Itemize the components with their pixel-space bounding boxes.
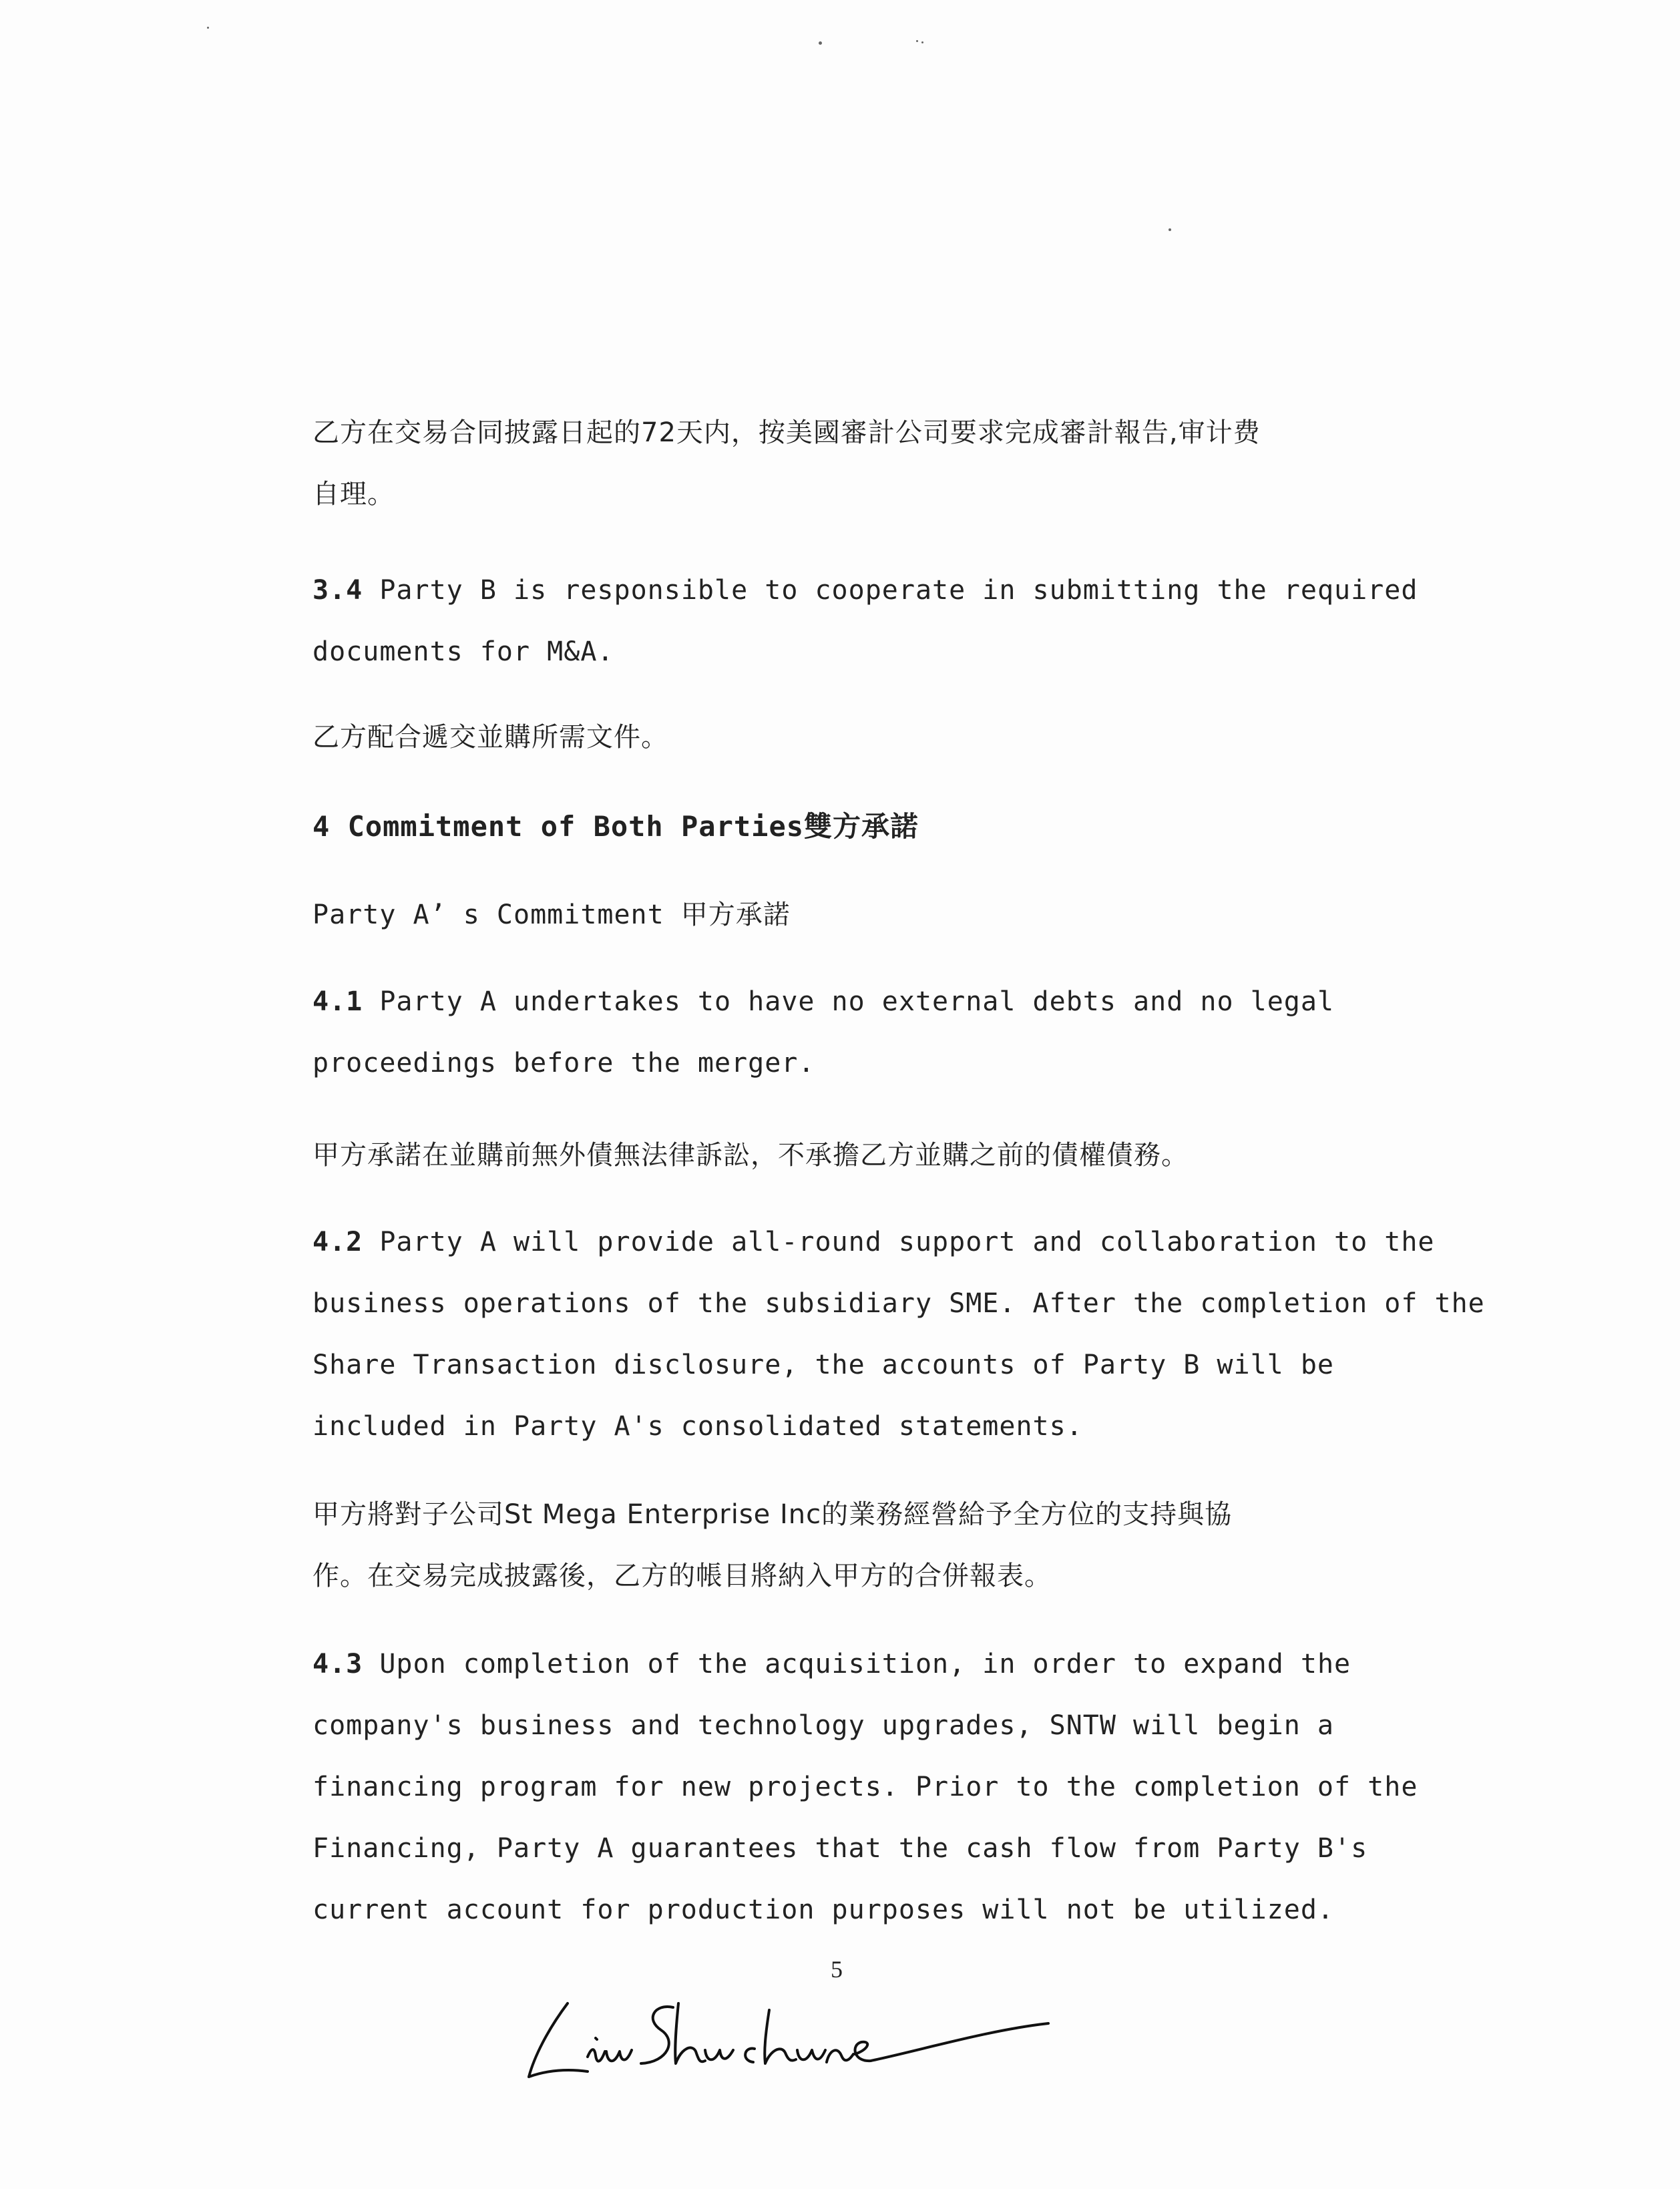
text-line: 甲方將對子公司St Mega Enterprise Inc的業務經營給予全方位的支持與協 <box>312 1499 1233 1530</box>
sub-heading-text: Party A’ s Commitment 甲方承諾 <box>312 900 791 930</box>
text-line: current account for production purposes will not be utilized. <box>312 1895 1335 1925</box>
text-line: Share Transaction disclosure, the accounts of Party B will be <box>312 1350 1335 1380</box>
scan-speck <box>207 27 209 29</box>
clause-number: 4.1 <box>312 986 363 1017</box>
scan-speck <box>921 41 923 43</box>
clause-4-1-chinese <box>312 1125 1381 1186</box>
clause-4-2 <box>312 1211 1485 1457</box>
text-line: 乙方在交易合同披露日起的72天内，按美國審計公司要求完成審計報告,审计费 <box>312 417 1261 448</box>
text-line: company's business and technology upgrades, SNTW will begin a <box>312 1710 1335 1741</box>
clause-4-1 <box>312 971 1381 1094</box>
text-line: Financing, Party A guarantees that the cash flow from Party B's <box>312 1833 1368 1864</box>
scan-speck <box>916 40 918 42</box>
text-line: Upon completion of the acquisition, in order to expand the <box>379 1649 1351 1679</box>
scan-speck <box>1169 228 1171 231</box>
section-heading-text: 4 Commitment of Both Parties雙方承諾 <box>312 810 919 843</box>
text-line: Party A will provide all-round support and collaboration to the <box>379 1227 1435 1257</box>
sub-heading <box>312 884 1381 946</box>
paragraph-audit-report <box>312 402 1381 525</box>
text-line: 甲方承諾在並購前無外債無法律訴訟，不承擔乙方並購之前的債權債務。 <box>312 1140 1189 1171</box>
text-line: documents for M&A. <box>312 636 614 667</box>
clause-number: 3.4 <box>312 575 363 606</box>
text-line: Party B is responsible to cooperate in submitting the required <box>379 575 1418 606</box>
text-line: included in Party A's consolidated statements. <box>312 1411 1083 1442</box>
handwritten-signature <box>521 1977 1068 2090</box>
text-line: proceedings before the merger. <box>312 1048 815 1078</box>
text-line: 自理。 <box>312 479 395 510</box>
clause-4-2-chinese <box>312 1484 1381 1607</box>
scan-speck <box>819 41 822 45</box>
text-line: financing program for new projects. Prior to the completion of the <box>312 1772 1418 1802</box>
text-line: 作。在交易完成披露後，乙方的帳目將納入甲方的合併報表。 <box>312 1561 1052 1591</box>
page-number: 5 <box>831 1956 843 1983</box>
clause-number: 4.3 <box>312 1649 363 1679</box>
paragraph-submit-documents <box>312 707 1381 768</box>
clause-4-3 <box>312 1633 1418 1941</box>
text-line: 乙方配合遞交並購所需文件。 <box>312 722 668 753</box>
text-line: business operations of the subsidiary SME. After the completion of the <box>312 1288 1485 1319</box>
section-heading <box>312 796 1381 857</box>
clause-number: 4.2 <box>312 1227 363 1257</box>
text-line: Party A undertakes to have no external debts and no legal <box>379 986 1335 1017</box>
clause-3-4 <box>312 560 1418 682</box>
